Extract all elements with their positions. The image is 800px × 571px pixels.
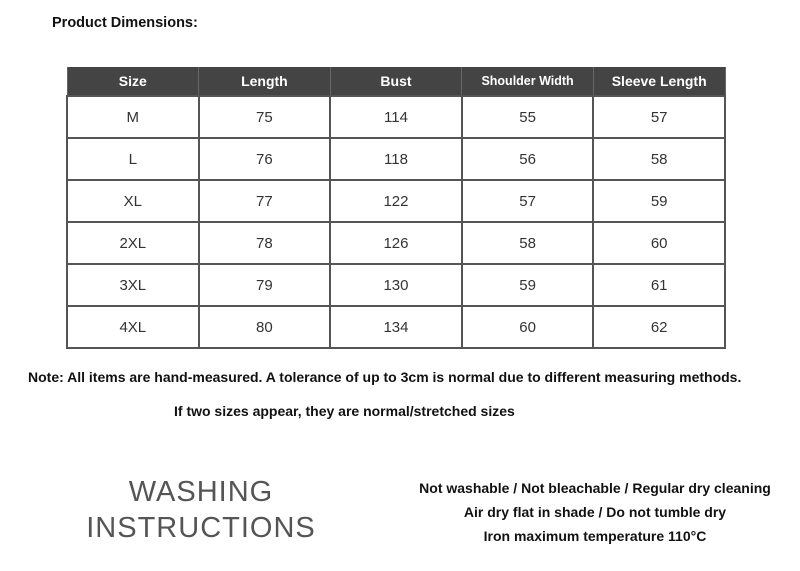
- washing-heading-line-1: WASHING: [128, 476, 274, 508]
- cell-size: XL: [67, 180, 199, 222]
- cell-length: 78: [199, 222, 331, 264]
- header-size: Size: [67, 67, 199, 96]
- table-row: [67, 138, 725, 180]
- cell-sleeve-length: 59: [593, 180, 725, 222]
- washing-instructions-list: [400, 476, 790, 548]
- header-bust: Bust: [330, 67, 462, 96]
- table-row: [67, 306, 725, 348]
- cell-shoulder-width: 60: [462, 306, 594, 348]
- cell-size: 2XL: [67, 222, 199, 264]
- cell-length: 80: [199, 306, 331, 348]
- measurement-note: Note: All items are hand-measured. A tolerance of up to 3cm is normal due to different measuring methods.: [28, 369, 742, 385]
- table-row: [67, 96, 725, 138]
- cell-bust: 126: [330, 222, 462, 264]
- washing-heading-line-2: INSTRUCTIONS: [86, 512, 316, 544]
- washing-line: Air dry flat in shade / Do not tumble dry: [463, 504, 727, 520]
- cell-shoulder-width: 58: [462, 222, 594, 264]
- cell-length: 75: [199, 96, 331, 138]
- cell-length: 76: [199, 138, 331, 180]
- table-row: [67, 180, 725, 222]
- cell-shoulder-width: 55: [462, 96, 594, 138]
- cell-size: M: [67, 96, 199, 138]
- cell-sleeve-length: 62: [593, 306, 725, 348]
- cell-size: L: [67, 138, 199, 180]
- size-chart-table: [66, 67, 726, 349]
- cell-size: 3XL: [67, 264, 199, 306]
- cell-bust: 130: [330, 264, 462, 306]
- cell-bust: 134: [330, 306, 462, 348]
- washing-line: Not washable / Not bleachable / Regular dry cleaning: [419, 480, 771, 496]
- header-sleeve-length: Sleeve Length: [593, 67, 725, 96]
- table-header-row: [67, 67, 725, 96]
- cell-sleeve-length: 58: [593, 138, 725, 180]
- header-shoulder-width: Shoulder Width: [462, 67, 594, 96]
- cell-bust: 122: [330, 180, 462, 222]
- cell-length: 79: [199, 264, 331, 306]
- cell-length: 77: [199, 180, 331, 222]
- washing-line: Iron maximum temperature 110°C: [483, 528, 707, 544]
- table-row: [67, 264, 725, 306]
- page-title: Product Dimensions:: [52, 15, 198, 31]
- cell-size: 4XL: [67, 306, 199, 348]
- cell-shoulder-width: 56: [462, 138, 594, 180]
- table-row: [67, 222, 725, 264]
- cell-shoulder-width: 59: [462, 264, 594, 306]
- cell-bust: 118: [330, 138, 462, 180]
- cell-shoulder-width: 57: [462, 180, 594, 222]
- header-length: Length: [199, 67, 331, 96]
- cell-bust: 114: [330, 96, 462, 138]
- size-note: If two sizes appear, they are normal/stretched sizes: [174, 403, 515, 419]
- cell-sleeve-length: 60: [593, 222, 725, 264]
- washing-instructions-heading: [60, 474, 342, 546]
- cell-sleeve-length: 61: [593, 264, 725, 306]
- cell-sleeve-length: 57: [593, 96, 725, 138]
